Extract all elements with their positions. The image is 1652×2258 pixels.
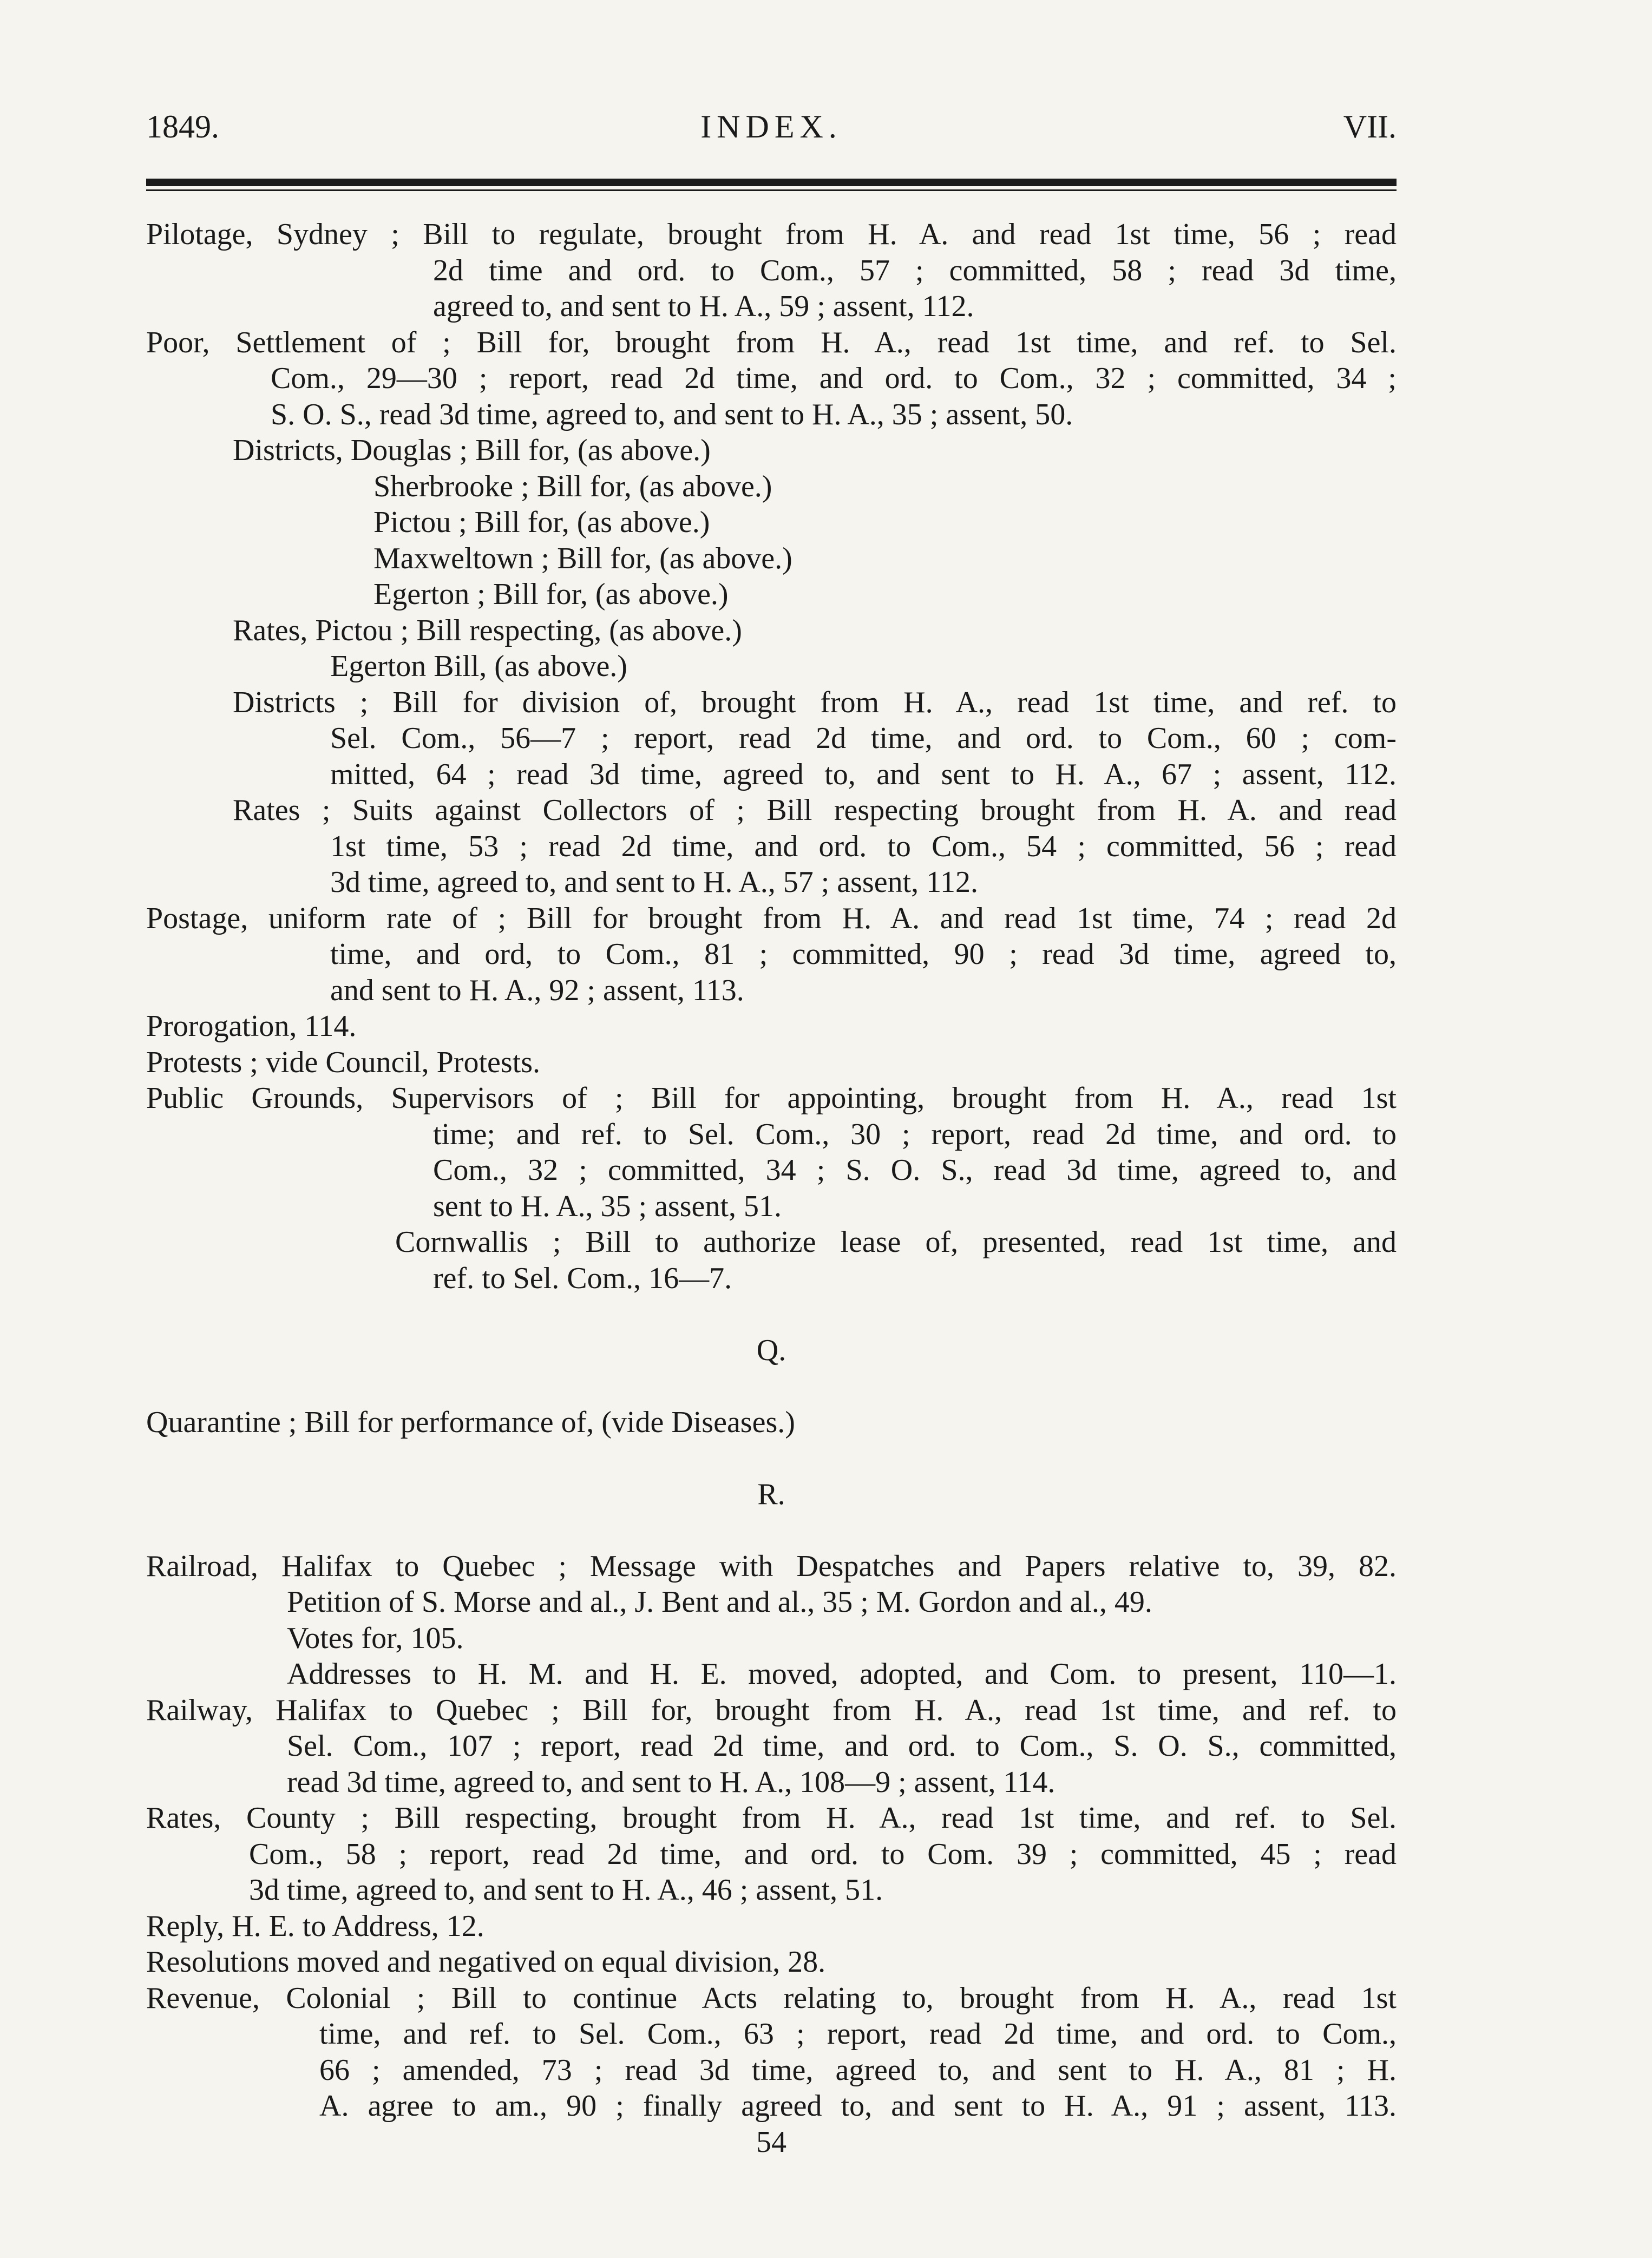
index-entry-continuation: read 3d time, agreed to, and sent to H. A., 108—9 ; assent, 114. <box>287 1765 1056 1799</box>
index-entry-continuation: agreed to, and sent to H. A., 59 ; assent, 112. <box>433 290 974 323</box>
index-entry-continuation: Com., 29—30 ; report, read 2d time, and ord. to Com., 32 ; committed, 34 ; <box>271 362 1397 395</box>
index-entry: Railway, Halifax to Quebec ; Bill for, brought from H. A., read 1st time, and ref. to <box>146 1693 1397 1727</box>
index-entry-continuation: Com., 58 ; report, read 2d time, and ord. to Com. 39 ; committed, 45 ; read <box>249 1837 1397 1871</box>
index-entry-continuation: Petition of S. Morse and al., J. Bent and al., 35 ; M. Gordon and al., 49. <box>287 1585 1152 1619</box>
index-entry-continuation: time; and ref. to Sel. Com., 30 ; report, read 2d time, and ord. to <box>433 1117 1397 1151</box>
signature-mark: 54 <box>756 2125 786 2159</box>
header-title: INDEX. <box>700 109 842 145</box>
index-entry-continuation: and sent to H. A., 92 ; assent, 113. <box>330 973 744 1007</box>
index-entry-continuation: Maxweltown ; Bill for, (as above.) <box>373 541 792 575</box>
index-entry-continuation: Rates ; Suits against Collectors of ; Bill respecting brought from H. A. and read <box>233 793 1397 827</box>
index-entry-continuation: 2d time and ord. to Com., 57 ; committed, 58 ; read 3d time, <box>433 253 1397 287</box>
header-year: 1849. <box>146 109 219 145</box>
header-page-number: VII. <box>1343 109 1397 145</box>
header-rule-thick <box>146 179 1397 186</box>
index-entry: Resolutions moved and negatived on equal division, 28. <box>146 1945 826 1979</box>
page-header <box>146 108 1397 152</box>
index-entry-continuation: 1st time, 53 ; read 2d time, and ord. to Com., 54 ; committed, 56 ; read <box>330 829 1397 863</box>
index-entry-continuation: A. agree to am., 90 ; finally agreed to, and sent to H. A., 91 ; assent, 113. <box>319 2089 1397 2123</box>
index-entry: Public Grounds, Supervisors of ; Bill for appointing, brought from H. A., read 1st <box>146 1081 1397 1115</box>
index-entry-continuation: mitted, 64 ; read 3d time, agreed to, and sent to H. A., 67 ; assent, 112. <box>330 757 1397 791</box>
index-entry-continuation: Addresses to H. M. and H. E. moved, adopted, and Com. to present, 110—1. <box>287 1657 1397 1691</box>
index-entry: Postage, uniform rate of ; Bill for brought from H. A. and read 1st time, 74 ; read 2d <box>146 901 1397 935</box>
index-entry-continuation: Egerton ; Bill for, (as above.) <box>373 577 729 611</box>
index-entry: Railroad, Halifax to Quebec ; Message with Despatches and Papers relative to, 39, 82. <box>146 1549 1397 1583</box>
section-letter: Q. <box>756 1333 786 1367</box>
index-entry-continuation: time, and ref. to Sel. Com., 63 ; report, read 2d time, and ord. to Com., <box>319 2017 1397 2051</box>
index-entry-continuation: Rates, Pictou ; Bill respecting, (as above.) <box>233 613 742 647</box>
index-entry-continuation: Cornwallis ; Bill to authorize lease of, presented, read 1st time, and <box>395 1225 1397 1259</box>
index-entry-continuation: Votes for, 105. <box>287 1621 464 1655</box>
index-entry: Rates, County ; Bill respecting, brought from H. A., read 1st time, and ref. to Sel. <box>146 1801 1397 1835</box>
section-gap <box>146 1296 1407 1333</box>
section-gap <box>146 1440 1407 1476</box>
index-entry-continuation: S. O. S., read 3d time, agreed to, and sent to H. A., 35 ; assent, 50. <box>271 397 1073 431</box>
index-entry-continuation: Sel. Com., 56—7 ; report, read 2d time, and ord. to Com., 60 ; com- <box>330 721 1397 755</box>
index-entry-continuation: sent to H. A., 35 ; assent, 51. <box>433 1189 782 1223</box>
index-entry: Reply, H. E. to Address, 12. <box>146 1909 484 1943</box>
section-gap <box>146 1368 1407 1404</box>
index-entry-continuation: Districts, Douglas ; Bill for, (as above.) <box>233 434 711 467</box>
index-entry: Protests ; vide Council, Protests. <box>146 1045 540 1079</box>
index-entry: Poor, Settlement of ; Bill for, brought from H. A., read 1st time, and ref. to Sel. <box>146 325 1397 359</box>
index-entry-continuation: Sel. Com., 107 ; report, read 2d time, and ord. to Com., S. O. S., committed, <box>287 1729 1397 1763</box>
index-entry-continuation: time, and ord, to Com., 81 ; committed, 90 ; read 3d time, agreed to, <box>330 937 1397 971</box>
index-entry-continuation: Sherbrooke ; Bill for, (as above.) <box>373 469 772 503</box>
index-entry-continuation: 3d time, agreed to, and sent to H. A., 57 ; assent, 112. <box>330 865 979 899</box>
index-entry-continuation: ref. to Sel. Com., 16—7. <box>433 1261 732 1295</box>
index-entry-continuation: Districts ; Bill for division of, brought from H. A., read 1st time, and ref. to <box>233 685 1397 719</box>
index-entry: Quarantine ; Bill for performance of, (vide Diseases.) <box>146 1405 795 1439</box>
header-rule-thin <box>146 189 1397 191</box>
section-gap <box>146 1512 1407 1548</box>
index-entry: Prorogation, 114. <box>146 1009 357 1043</box>
section-letter: R. <box>757 1477 785 1511</box>
index-entry-continuation: Egerton Bill, (as above.) <box>330 649 627 683</box>
index-entry-continuation: Pictou ; Bill for, (as above.) <box>373 506 710 539</box>
index-entry-continuation: Com., 32 ; committed, 34 ; S. O. S., read 3d time, agreed to, and <box>433 1153 1397 1187</box>
index-entries <box>146 216 1407 2160</box>
index-entry: Pilotage, Sydney ; Bill to regulate, brought from H. A. and read 1st time, 56 ; read <box>146 218 1397 251</box>
index-entry: Revenue, Colonial ; Bill to continue Acts relating to, brought from H. A., read 1st <box>146 1981 1397 2015</box>
index-entry-continuation: 66 ; amended, 73 ; read 3d time, agreed to, and sent to H. A., 81 ; H. <box>319 2053 1397 2087</box>
index-entry-continuation: 3d time, agreed to, and sent to H. A., 46 ; assent, 51. <box>249 1873 883 1907</box>
